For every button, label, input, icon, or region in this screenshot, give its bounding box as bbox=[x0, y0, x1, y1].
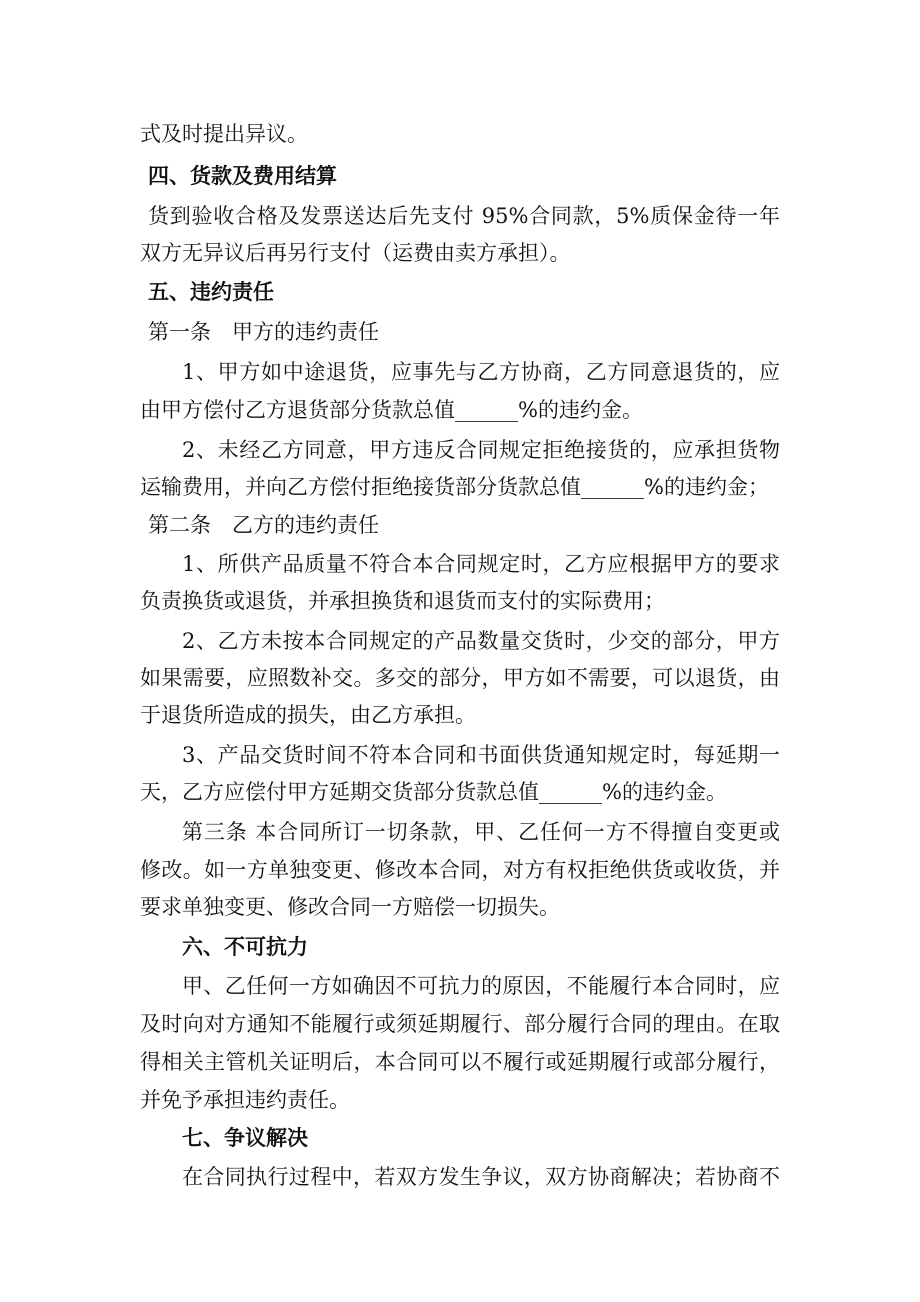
paragraph-line: 1、甲方如中途退货，应事先与乙方协商，乙方同意退货的，应 bbox=[182, 360, 780, 384]
paragraph-line: 得相关主管机关证明后，本合同可以不履行或延期履行或部分履行， bbox=[140, 1050, 780, 1074]
paragraph-line: 式及时提出异议。 bbox=[140, 122, 308, 146]
section-heading: 七、争议解决 bbox=[182, 1126, 308, 1150]
clause-heading: 第一条 甲方的违约责任 bbox=[148, 320, 379, 344]
paragraph-line: 修改。如一方单独变更、修改本合同，对方有权拒绝供货或收货，并 bbox=[140, 858, 780, 882]
paragraph-line: 3、产品交货时间不符本合同和书面供货通知规定时，每延期一 bbox=[182, 743, 780, 767]
paragraph-line: 第三条 本合同所订一切条款，甲、乙任何一方不得擅自变更或 bbox=[182, 820, 780, 844]
paragraph-line: 并免予承担违约责任。 bbox=[140, 1088, 350, 1112]
paragraph-line: 运输费用，并向乙方偿付拒绝接货部分货款总值______%的违约金； bbox=[140, 475, 769, 499]
paragraph-line: 2、乙方未按本合同规定的产品数量交货时，少交的部分，甲方 bbox=[182, 629, 780, 653]
section-heading: 五、违约责任 bbox=[148, 280, 274, 304]
paragraph-line: 天，乙方应偿付甲方延期交货部分货款总值______%的违约金。 bbox=[140, 780, 727, 804]
paragraph-line: 在合同执行过程中，若双方发生争议，双方协商解决；若协商不 bbox=[182, 1165, 780, 1189]
paragraph-line: 及时向对方通知不能履行或须延期履行、部分履行合同的理由。在取 bbox=[140, 1012, 780, 1036]
paragraph-line: 2、未经乙方同意，甲方违反合同规定拒绝接货的，应承担货物 bbox=[182, 438, 780, 462]
paragraph-line: 由甲方偿付乙方退货部分货款总值______%的违约金。 bbox=[140, 398, 643, 422]
paragraph-line: 甲、乙任何一方如确因不可抗力的原因，不能履行本合同时，应 bbox=[182, 974, 780, 998]
section-heading: 四、货款及费用结算 bbox=[148, 164, 337, 188]
clause-heading: 第二条 乙方的违约责任 bbox=[148, 513, 379, 537]
paragraph-line: 货到验收合格及发票送达后先支付 95%合同款，5%质保金待一年 bbox=[148, 204, 780, 228]
paragraph-line: 要求单独变更、修改合同一方赔偿一切损失。 bbox=[140, 895, 560, 919]
section-heading: 六、不可抗力 bbox=[182, 935, 308, 959]
paragraph-line: 如果需要，应照数补交。多交的部分，甲方如不需要，可以退货，由 bbox=[140, 666, 780, 690]
paragraph-line: 负责换货或退货，并承担换货和退货而支付的实际费用； bbox=[140, 589, 665, 613]
paragraph-line: 双方无异议后再另行支付（运费由卖方承担）。 bbox=[140, 241, 571, 265]
paragraph-line: 于退货所造成的损失，由乙方承担。 bbox=[140, 703, 476, 727]
paragraph-line: 1、所供产品质量不符合本合同规定时，乙方应根据甲方的要求 bbox=[182, 552, 780, 576]
